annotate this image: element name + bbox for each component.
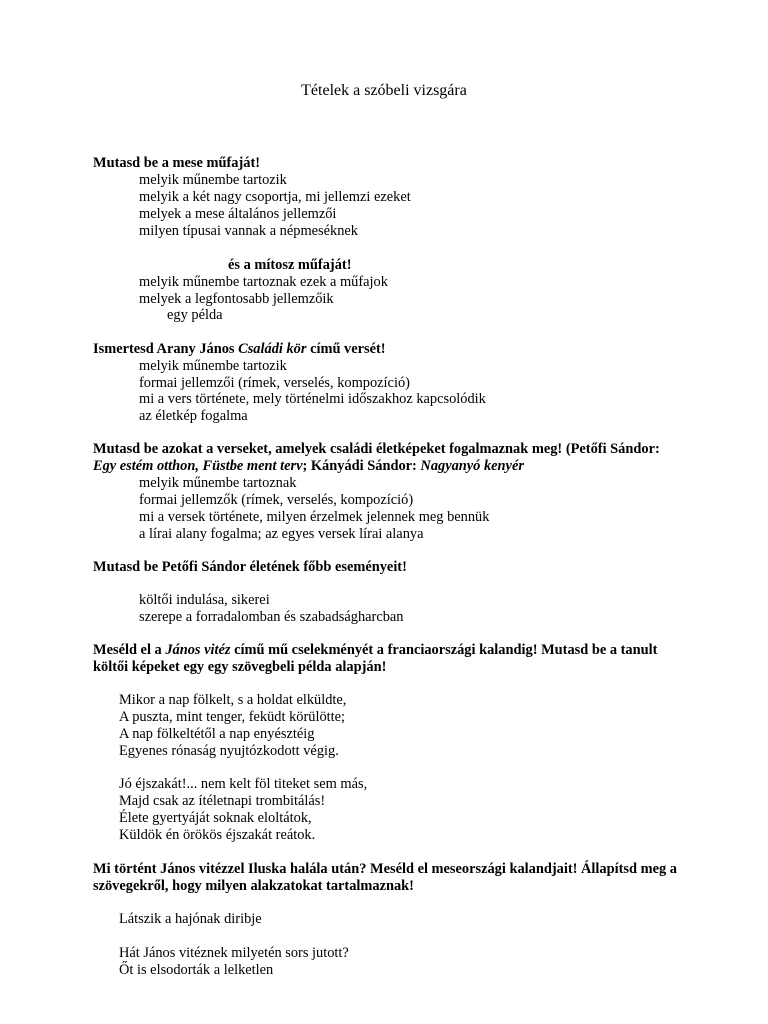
list-item: melyek a legfontosabb jellemzőik bbox=[139, 291, 334, 307]
poem-line: A nap fölkeltétől a nap enyésztéig bbox=[119, 726, 315, 742]
poem-title: Nagyanyó kenyér bbox=[420, 458, 524, 474]
poem-line: Egyenes rónaság nyujtózkodott végig. bbox=[119, 743, 339, 759]
list-item: formai jellemzők (rímek, verselés, kompozíció) bbox=[139, 492, 414, 508]
list-item: egy példa bbox=[167, 307, 223, 323]
heading-text: Ismertesd Arany János bbox=[93, 341, 239, 357]
list-item: melyik műnembe tartoznak ezek a műfajok bbox=[139, 274, 388, 290]
section-5-heading bbox=[93, 642, 657, 659]
poem-line: Jó éjszakát!... nem kelt föl titeket sem más, bbox=[119, 776, 368, 792]
list-item: a lírai alany fogalma; az egyes versek lírai alanya bbox=[139, 526, 424, 542]
poem-title: Egy estém otthon, Füstbe ment terv bbox=[93, 458, 303, 474]
section-1-subheading: és a mítosz műfaját! bbox=[228, 257, 352, 273]
page-title: Tételek a szóbeli vizsgára bbox=[301, 82, 467, 99]
section-3-heading-cont bbox=[93, 458, 524, 475]
list-item: melyik műnembe tartozik bbox=[139, 172, 287, 188]
list-item: melyek a mese általános jellemzői bbox=[139, 206, 337, 222]
list-item: költői indulása, sikerei bbox=[139, 592, 270, 608]
poem-line: Látszik a hajónak diribje bbox=[119, 911, 262, 927]
poem-line: Hát János vitéznek milyetén sors jutott? bbox=[119, 945, 349, 961]
poem-title: Családi kör bbox=[238, 341, 307, 357]
section-5-heading-cont: költői képeket egy egy szövegbeli példa alapján! bbox=[93, 659, 387, 675]
list-item: milyen típusai vannak a népmeséknek bbox=[139, 223, 358, 239]
poem-line: Küldök én örökös éjszakát reátok. bbox=[119, 827, 316, 843]
poem-title: János vitéz bbox=[165, 642, 231, 658]
poem-line: A puszta, mint tenger, feküdt körülötte; bbox=[119, 709, 346, 725]
heading-text: című versét! bbox=[306, 341, 386, 357]
list-item: melyik a két nagy csoportja, mi jellemzi ezeket bbox=[139, 189, 411, 205]
section-4-heading: Mutasd be Petőfi Sándor életének főbb eseményeit! bbox=[93, 559, 407, 575]
section-2-heading bbox=[93, 341, 386, 358]
heading-text: ; Kányádi Sándor: bbox=[302, 458, 421, 474]
list-item: melyik műnembe tartozik bbox=[139, 358, 287, 374]
poem-line: Őt is elsodorták a lelketlen bbox=[119, 962, 274, 978]
list-item: mi a vers története, mely történelmi időszakhoz kapcsolódik bbox=[139, 391, 486, 407]
section-1-heading: Mutasd be a mese műfaját! bbox=[93, 155, 261, 171]
poem-line: Élete gyertyáját soknak eloltátok, bbox=[119, 810, 312, 826]
list-item: formai jellemzői (rímek, verselés, kompozíció) bbox=[139, 375, 410, 391]
list-item: melyik műnembe tartoznak bbox=[139, 475, 297, 491]
heading-text: Meséld el a bbox=[93, 642, 166, 658]
poem-line: Mikor a nap fölkelt, s a holdat elküldte, bbox=[119, 692, 347, 708]
section-6-heading-cont: szövegekről, hogy milyen alakzatokat tartalmaznak! bbox=[93, 878, 414, 894]
section-3-heading: Mutasd be azokat a verseket, amelyek családi életképeket fogalmaznak meg! (Petőfi Sándor: bbox=[93, 441, 660, 457]
section-6-heading: Mi történt János vitézzel Iluska halála után? Meséld el meseországi kalandjait! Állapítsd meg a bbox=[93, 861, 677, 877]
poem-line: Majd csak az ítéletnapi trombitálás! bbox=[119, 793, 326, 809]
list-item: szerepe a forradalomban és szabadságharcban bbox=[139, 609, 404, 625]
list-item: az életkép fogalma bbox=[139, 408, 248, 424]
list-item: mi a versek története, milyen érzelmek jelennek meg bennük bbox=[139, 509, 490, 525]
heading-text: című mű cselekményét a franciaországi kalandig! Mutasd be a tanult bbox=[230, 642, 658, 658]
